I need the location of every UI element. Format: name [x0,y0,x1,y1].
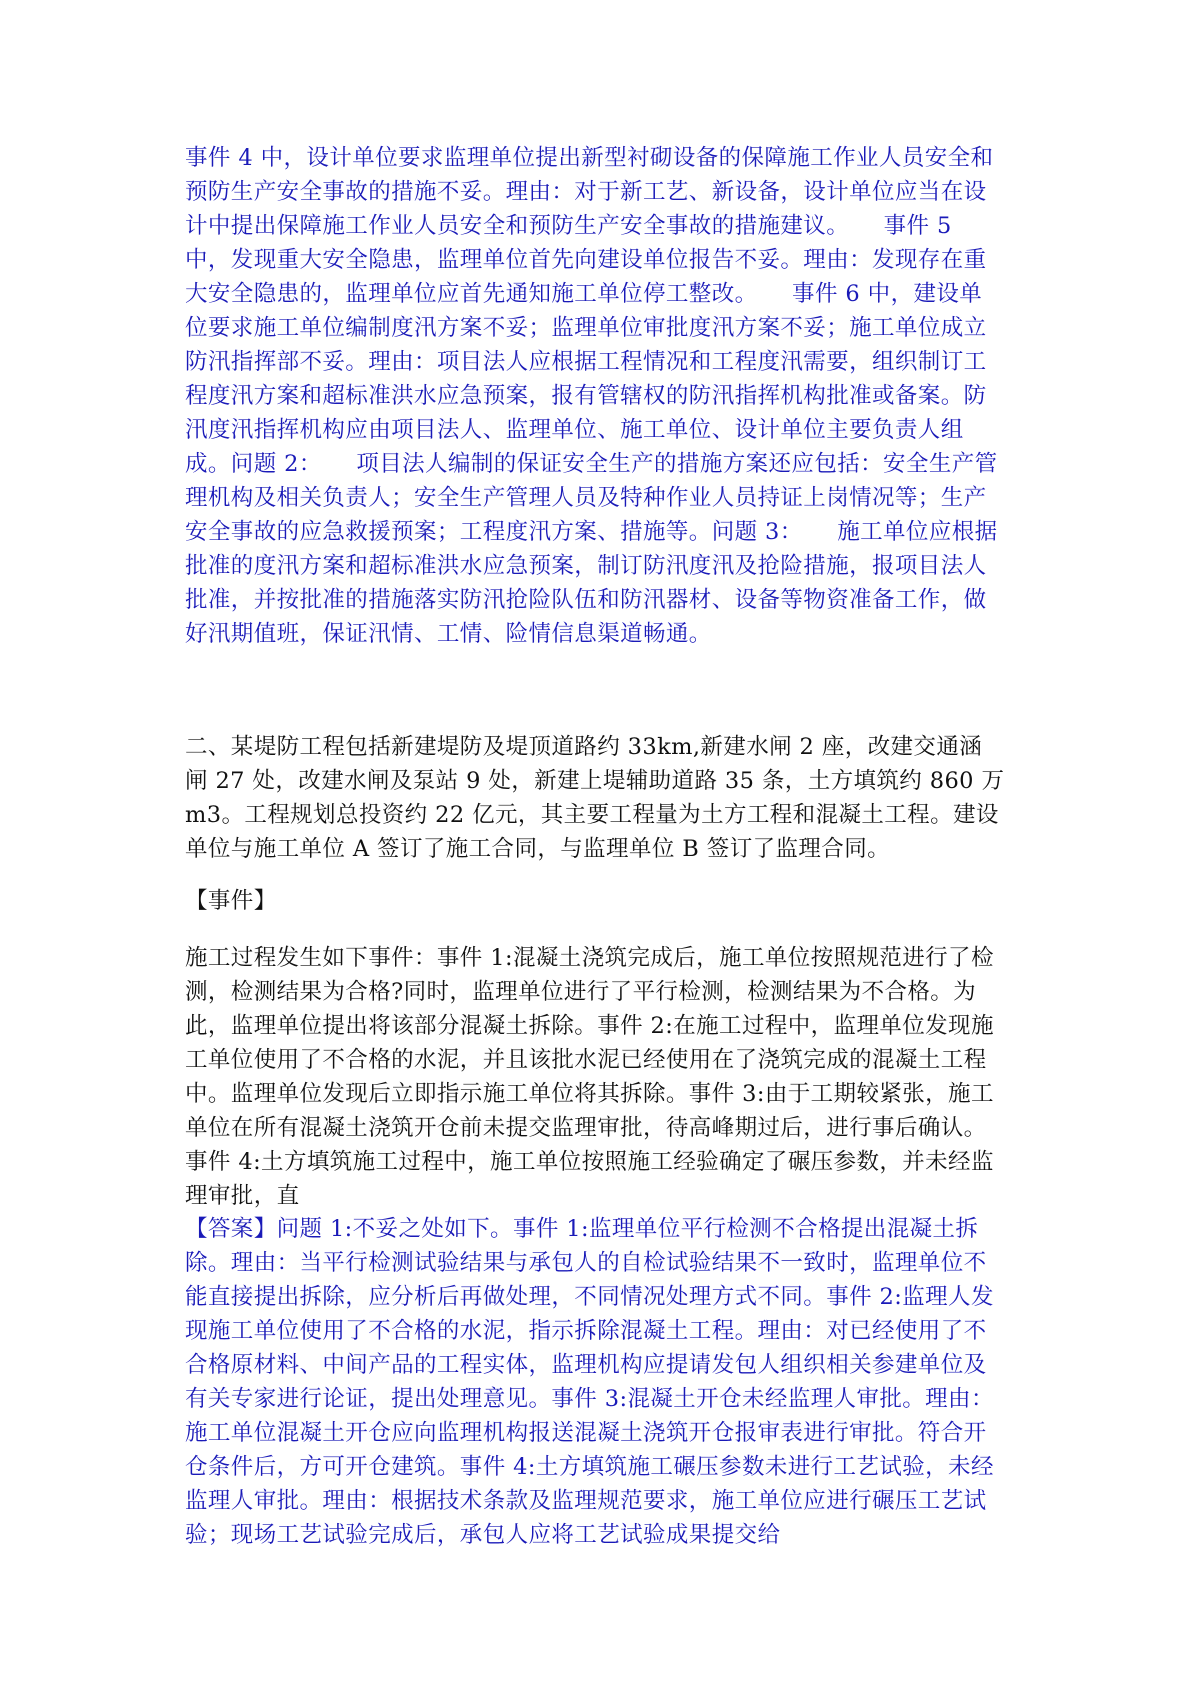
answer-paragraph: 【答案】问题 1:不妥之处如下。事件 1:监理单位平行检测不合格提出混凝土拆除。理由：当平行检测试验结果与承包人的自检试验结果不一致时，监理单位不能直接提出拆除，应分析后再做处理，不同情况处理方式不同。事件 2:监理人发现施工单位使用了不合格的水泥，指示拆除混凝土工程。理由：对已经使用了不合格原材料、中间产品的工程实体，监理机构应提请发包人组织相关参建单位及有关专家进行论证，提出处理意见。事件 3:混凝土开仓未经监理人审批。理由：施工单位混凝土开仓应向监理机构报送混凝土浇筑开仓报审表进行审批。符合开仓条件后，方可开仓建筑。事件 4:土方填筑施工碾压参数未进行工艺试验，未经监理人审批。理由：根据技术条款及监理规范要求，施工单位应进行碾压工艺试验；现场工艺试验完成后，承包人应将工艺试验成果提交给 [185,1216,994,1548]
previous-answer-paragraph: 事件 4 中，设计单位要求监理单位提出新型衬砌设备的保障施工作业人员安全和预防生产安全事故的措施不妥。理由：对于新工艺、新设备，设计单位应当在设计中提出保障施工作业人员安全和预防生产安全事故的措施建议。 事件 5 中，发现重大安全隐患，监理单位首先向建设单位报告不妥。理由：发现存在重大安全隐患的，监理单位应首先通知施工单位停工整改。 事件 6 中，建设单位要求施工单位编制度汛方案不妥；监理单位审批度汛方案不妥；施工单位成立防汛指挥部不妥。理由：项目法人应根据工程情况和工程度汛需要，组织制订工程度汛方案和超标准洪水应急预案，报有管辖权的防汛指挥机构批准或备案。防汛度汛指挥机构应由项目法人、监理单位、施工单位、设计单位主要负责人组成。问题 2： 项目法人编制的保证安全生产的措施方案还应包括：安全生产管理机构及相关负责人；安全生产管理人员及特种作业人员持证上岗情况等；生产安全事故的应急救援预案；工程度汛方案、措施等。问题 3： 施工单位应根据批准的度汛方案和超标准洪水应急预案，制订防汛度汛及抢险措施，报项目法人批准，并按批准的措施落实防汛抢险队伍和防汛器材、设备等物资准备工作，做好汛期值班，保证汛情、工情、险情信息渠道畅通。 [185,145,998,647]
event-heading: 【事件】 [185,888,277,914]
events-paragraph: 施工过程发生如下事件：事件 1:混凝土浇筑完成后，施工单位按照规范进行了检测，检测结果为合格?同时，监理单位进行了平行检测，检测结果为不合格。为此，监理单位提出将该部分混凝土拆除。事件 2:在施工过程中，监理单位发现施工单位使用了不合格的水泥，并且该批水泥已经使用在了浇筑完成的混凝土工程中。监理单位发现后立即指示施工单位将其拆除。事件 3:由于工期较紧张，施工单位在所有混凝土浇筑开仓前未提交监理审批，待高峰期过后，进行事后确认。事件 4:土方填筑施工过程中，施工单位按照施工经验确定了碾压参数，并未经监理审批，直 [185,945,994,1209]
question-two-paragraph: 二、某堤防工程包括新建堤防及堤顶道路约 33km,新建水闸 2 座，改建交通涵闸 27 处，改建水闸及泵站 9 处，新建上堤辅助道路 35 条，土方填筑约 860 万 m3。工程规划总投资约 22 亿元，其主要工程量为土方工程和混凝土工程。建设单位与施工单位 A 签订了施工合同，与监理单位 B 签订了监理合同。 [185,734,1012,862]
